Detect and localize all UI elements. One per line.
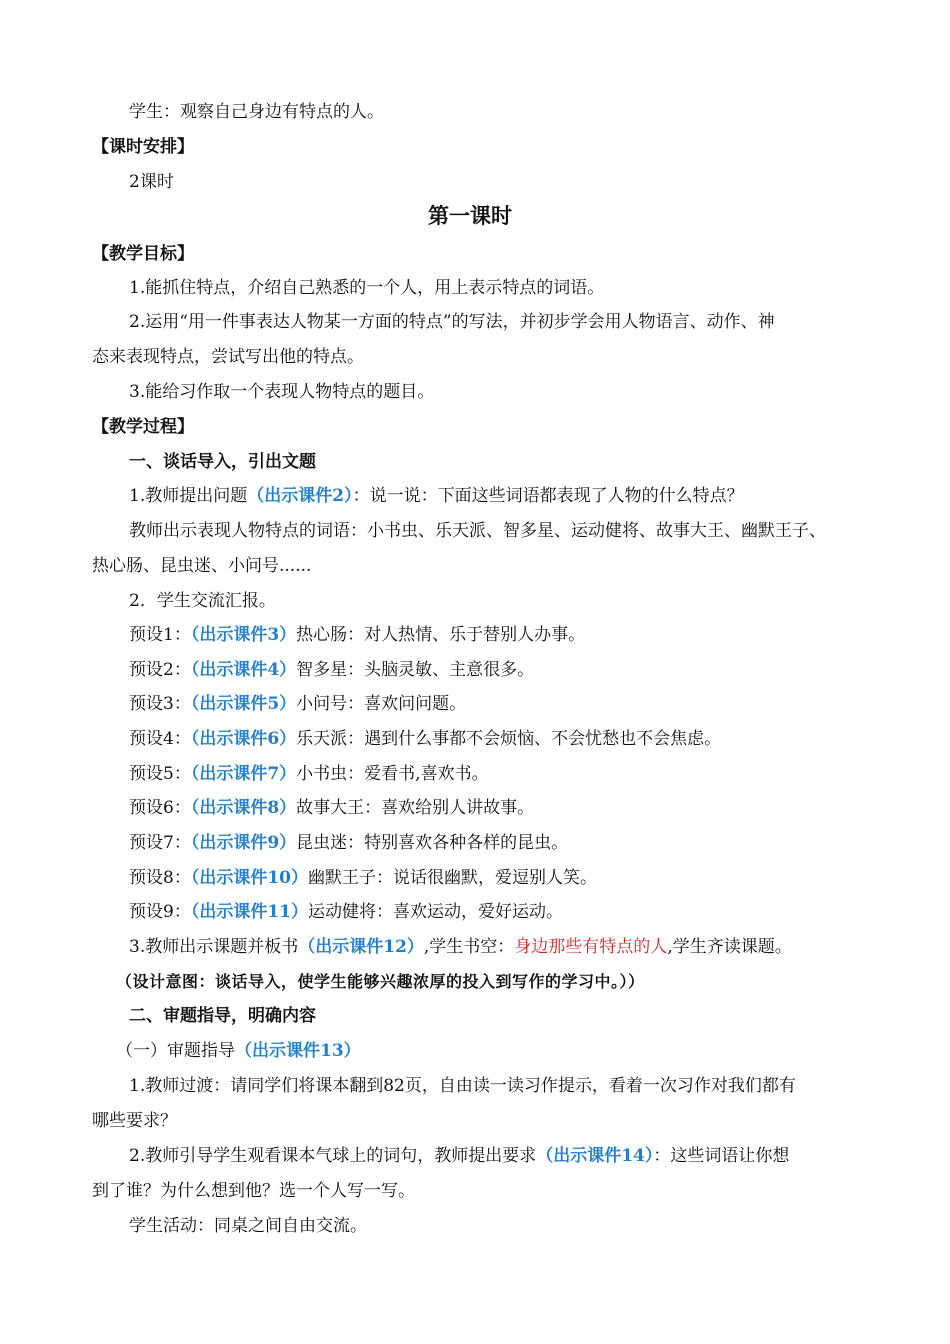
courseware-ref: （出示课件8） [190, 798, 297, 818]
paragraph: 2.运用“用一件事表达人物某一方面的特点”的写法，并初步学会用人物语言、动作、神 [129, 312, 775, 332]
section-heading: 【课时安排】 [92, 137, 194, 157]
courseware-ref: （出示课件9） [190, 833, 297, 853]
preset-item: 预设8：（出示课件10）幽默王子：说话很幽默，爱逗别人笑。 [129, 868, 597, 888]
preset-item: 预设4：（出示课件6）乐天派：遇到什么事都不会烦恼、不会忧愁也不会焦虑。 [129, 729, 722, 749]
paragraph: 3.能给习作取一个表现人物特点的题目。 [129, 382, 435, 402]
design-intent-note: （设计意图：谈话导入，使学生能够兴趣浓厚的投入到写作的学习中。）） [116, 972, 645, 991]
paragraph: 学生活动：同桌之间自由交流。 [129, 1216, 367, 1236]
courseware-ref: （出示课件4） [190, 660, 297, 680]
paragraph: 1.教师过渡：请同学们将课本翻到82页，自由读一读习作提示，看着一次习作对我们都有 [129, 1076, 796, 1096]
preset-item: 预设1：（出示课件3）热心肠：对人热情、乐于替别人办事。 [129, 625, 586, 645]
courseware-ref: （出示课件6） [190, 729, 297, 749]
courseware-ref: （出示课件14） [536, 1146, 654, 1166]
courseware-ref: （出示课件11） [190, 902, 308, 922]
courseware-ref: （出示课件10） [190, 868, 308, 888]
subsection-heading: 二、审题指导，明确内容 [129, 1006, 316, 1026]
paragraph: 热心肠、昆虫迷、小问号...... [92, 556, 312, 576]
paragraph: 态来表现特点，尝试写出他的特点。 [92, 347, 364, 367]
paragraph: 2．学生交流汇报。 [129, 591, 276, 611]
preset-item: 预设5：（出示课件7）小书虫：爱看书,喜欢书。 [129, 764, 489, 784]
preset-item: 预设6：（出示课件8）故事大王：喜欢给别人讲故事。 [129, 798, 535, 818]
paragraph: 教师出示表现人物特点的词语：小书虫、乐天派、智多星、运动健将、故事大王、幽默王子、 [129, 521, 826, 541]
courseware-ref: （出示课件3） [190, 625, 297, 645]
paragraph: 学生：观察自己身边有特点的人。 [129, 102, 384, 122]
courseware-ref: （出示课件2） [247, 486, 353, 506]
preset-item: 预设9：（出示课件11）运动健将：喜欢运动，爱好运动。 [129, 902, 563, 922]
paragraph: （一）审题指导（出示课件13） [116, 1041, 361, 1061]
subsection-heading: 一、谈话导入，引出文题 [129, 452, 316, 472]
courseware-ref: （出示课件13） [235, 1041, 361, 1061]
courseware-ref: （出示课件7） [190, 764, 297, 784]
courseware-ref: （出示课件12） [298, 937, 424, 957]
paragraph: 1.能抓住特点，介绍自己熟悉的一个人，用上表示特点的词语。 [129, 278, 605, 298]
paragraph: 哪些要求？ [92, 1111, 177, 1131]
paragraph: 1.教师提出问题（出示课件2）：说一说：下面这些词语都表现了人物的什么特点？ [129, 486, 744, 506]
preset-item: 预设7：（出示课件9）昆虫迷：特别喜欢各种各样的昆虫。 [129, 833, 569, 853]
paragraph: 到了谁？为什么想到他？选一个人写一写。 [92, 1181, 415, 1201]
section-heading: 【教学目标】 [92, 244, 194, 264]
section-heading: 【教学过程】 [92, 417, 194, 437]
lesson-topic: 身边那些有特点的人 [514, 937, 668, 957]
preset-item: 预设3：（出示课件5）小问号：喜欢问问题。 [129, 694, 467, 714]
page-title: 第一课时 [428, 203, 512, 228]
paragraph: 2课时 [129, 172, 174, 192]
preset-item: 预设2：（出示课件4）智多星：头脑灵敏、主意很多。 [129, 660, 535, 680]
courseware-ref: （出示课件5） [190, 694, 297, 714]
paragraph: 2.教师引导学生观看课本气球上的词句，教师提出要求（出示课件14）：这些词语让你想 [129, 1146, 790, 1166]
paragraph: 3.教师出示课题并板书（出示课件12）,学生书空：身边那些有特点的人,学生齐读课题。 [129, 937, 792, 957]
